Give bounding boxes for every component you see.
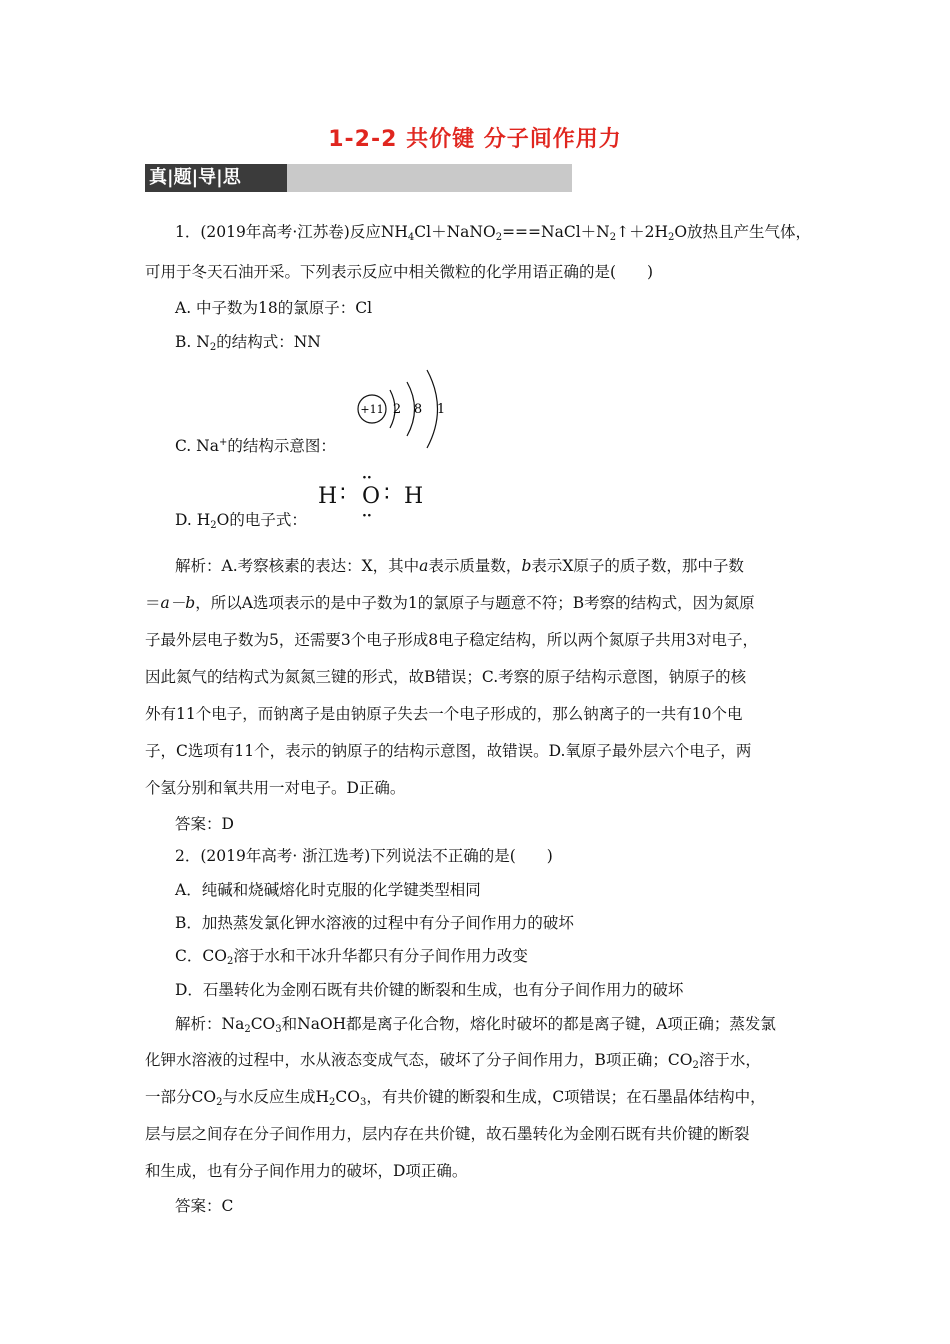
- q1-answer: 答案：D: [175, 815, 234, 833]
- q1-analysis-line7: 个氢分别和氧共用一对电子。D正确。: [145, 779, 406, 797]
- q2-analysis-line4: 层与层之间存在分子间作用力，层内存在共价键，故石墨转化为金刚石既有共价键的断裂: [145, 1125, 750, 1143]
- diagram-shell-2: 8: [413, 402, 423, 417]
- lewis-sep-right: ∶: [384, 482, 390, 507]
- q2-answer: 答案：C: [175, 1197, 234, 1215]
- q2-analysis-line3: 一部分$CO_2$与水反应生成$H_2CO_3$，有共价键的断裂和生成，C项错误；在石墨晶体结构中，: [145, 1088, 766, 1108]
- q1-analysis-line5: 外有11个电子，而钠离子是由钠原子失去一个电子形成的，那么钠离子的一共有10个电: [145, 705, 743, 723]
- q2-analysis-line2: 化钾水溶液的过程中，水从液态变成气态，破坏了分子间作用力，B项正确；$CO_2$溶于水，: [145, 1051, 761, 1071]
- q1-analysis-line3: 子最外层电子数为5，还需要3个电子形成8电子稳定结构，所以两个氮原子共用3对电子，: [145, 631, 758, 649]
- q2-option-a: A．纯碱和烧碱熔化时克服的化学键类型相同: [175, 881, 481, 899]
- lewis-dots-bottom: ··: [362, 508, 372, 524]
- q1-option-c: C. Na+的结构示意图：: [175, 437, 336, 455]
- q1-option-d: D. $H_2O$的电子式：: [175, 511, 307, 531]
- q1-option-a: A. 中子数为18的氯原子：Cl: [175, 299, 373, 317]
- water-lewis-structure: [318, 470, 428, 526]
- q2-option-c: C．$CO_2$溶于水和干冰升华都只有分子间作用力改变: [175, 947, 528, 967]
- page-title: 1-2-2 共价键 分子间作用力: [328, 127, 622, 152]
- lewis-dots-top: ··: [362, 470, 372, 486]
- q1-option-b: B. $N_2$的结构式：NN: [175, 333, 321, 353]
- q1-analysis-line6: 子，C选项有11个，表示的钠原子的结构示意图，故错误。D.氧原子最外层六个电子，两: [145, 742, 752, 760]
- q1-analysis-line4: 因此氮气的结构式为氮氮三键的形式，故B错误；C.考察的原子结构示意图，钠原子的核: [145, 668, 747, 686]
- diagram-shell-1: 2: [392, 402, 402, 417]
- diagram-nucleus: +11: [360, 403, 384, 416]
- q1-analysis-line2: ＝a－b，所以A选项表示的是中子数为1的氯原子与题意不符；B考察的结构式，因为氮原: [145, 594, 755, 612]
- section-banner: [145, 164, 572, 192]
- section-banner-label: 真|题|导|思: [145, 164, 287, 192]
- q1-analysis-line1: 解析：A.考察核素的表达：X，其中a表示质量数，b表示X原子的质子数，那中子数: [175, 557, 744, 575]
- q2-option-d: D．石墨转化为金刚石既有共价键的断裂和生成，也有分子间作用力的破坏: [175, 981, 684, 999]
- lewis-h-right: H: [404, 484, 424, 509]
- lewis-sep-left: ∶: [340, 482, 346, 507]
- lewis-h-left: H: [318, 484, 338, 509]
- q1-stem-line1: 1．(2019年高考·江苏卷)反应$NH_4Cl+NaNO_2===NaCl+N_2↑+2H_2O$放热且产生气体，: [175, 223, 812, 243]
- q2-option-b: B．加热蒸发氯化钾水溶液的过程中有分子间作用力的破坏: [175, 914, 574, 932]
- q2-analysis-line1: 解析：$Na_2CO_3$和NaOH都是离子化合物，熔化时破坏的都是离子键，A项正确；蒸发氯: [175, 1015, 776, 1035]
- lewis-o: O: [362, 484, 381, 509]
- q2-analysis-line5: 和生成，也有分子间作用力的破坏，D项正确。: [145, 1162, 468, 1180]
- q2-stem: 2．(2019年高考· 浙江选考)下列说法不正确的是( ): [175, 847, 553, 865]
- q1-stem-line2: 可用于冬天石油开采。下列表示反应中相关微粒的化学用语正确的是( ): [145, 263, 654, 281]
- diagram-shell-3: 1: [436, 402, 446, 417]
- sodium-structure-diagram: [352, 362, 462, 462]
